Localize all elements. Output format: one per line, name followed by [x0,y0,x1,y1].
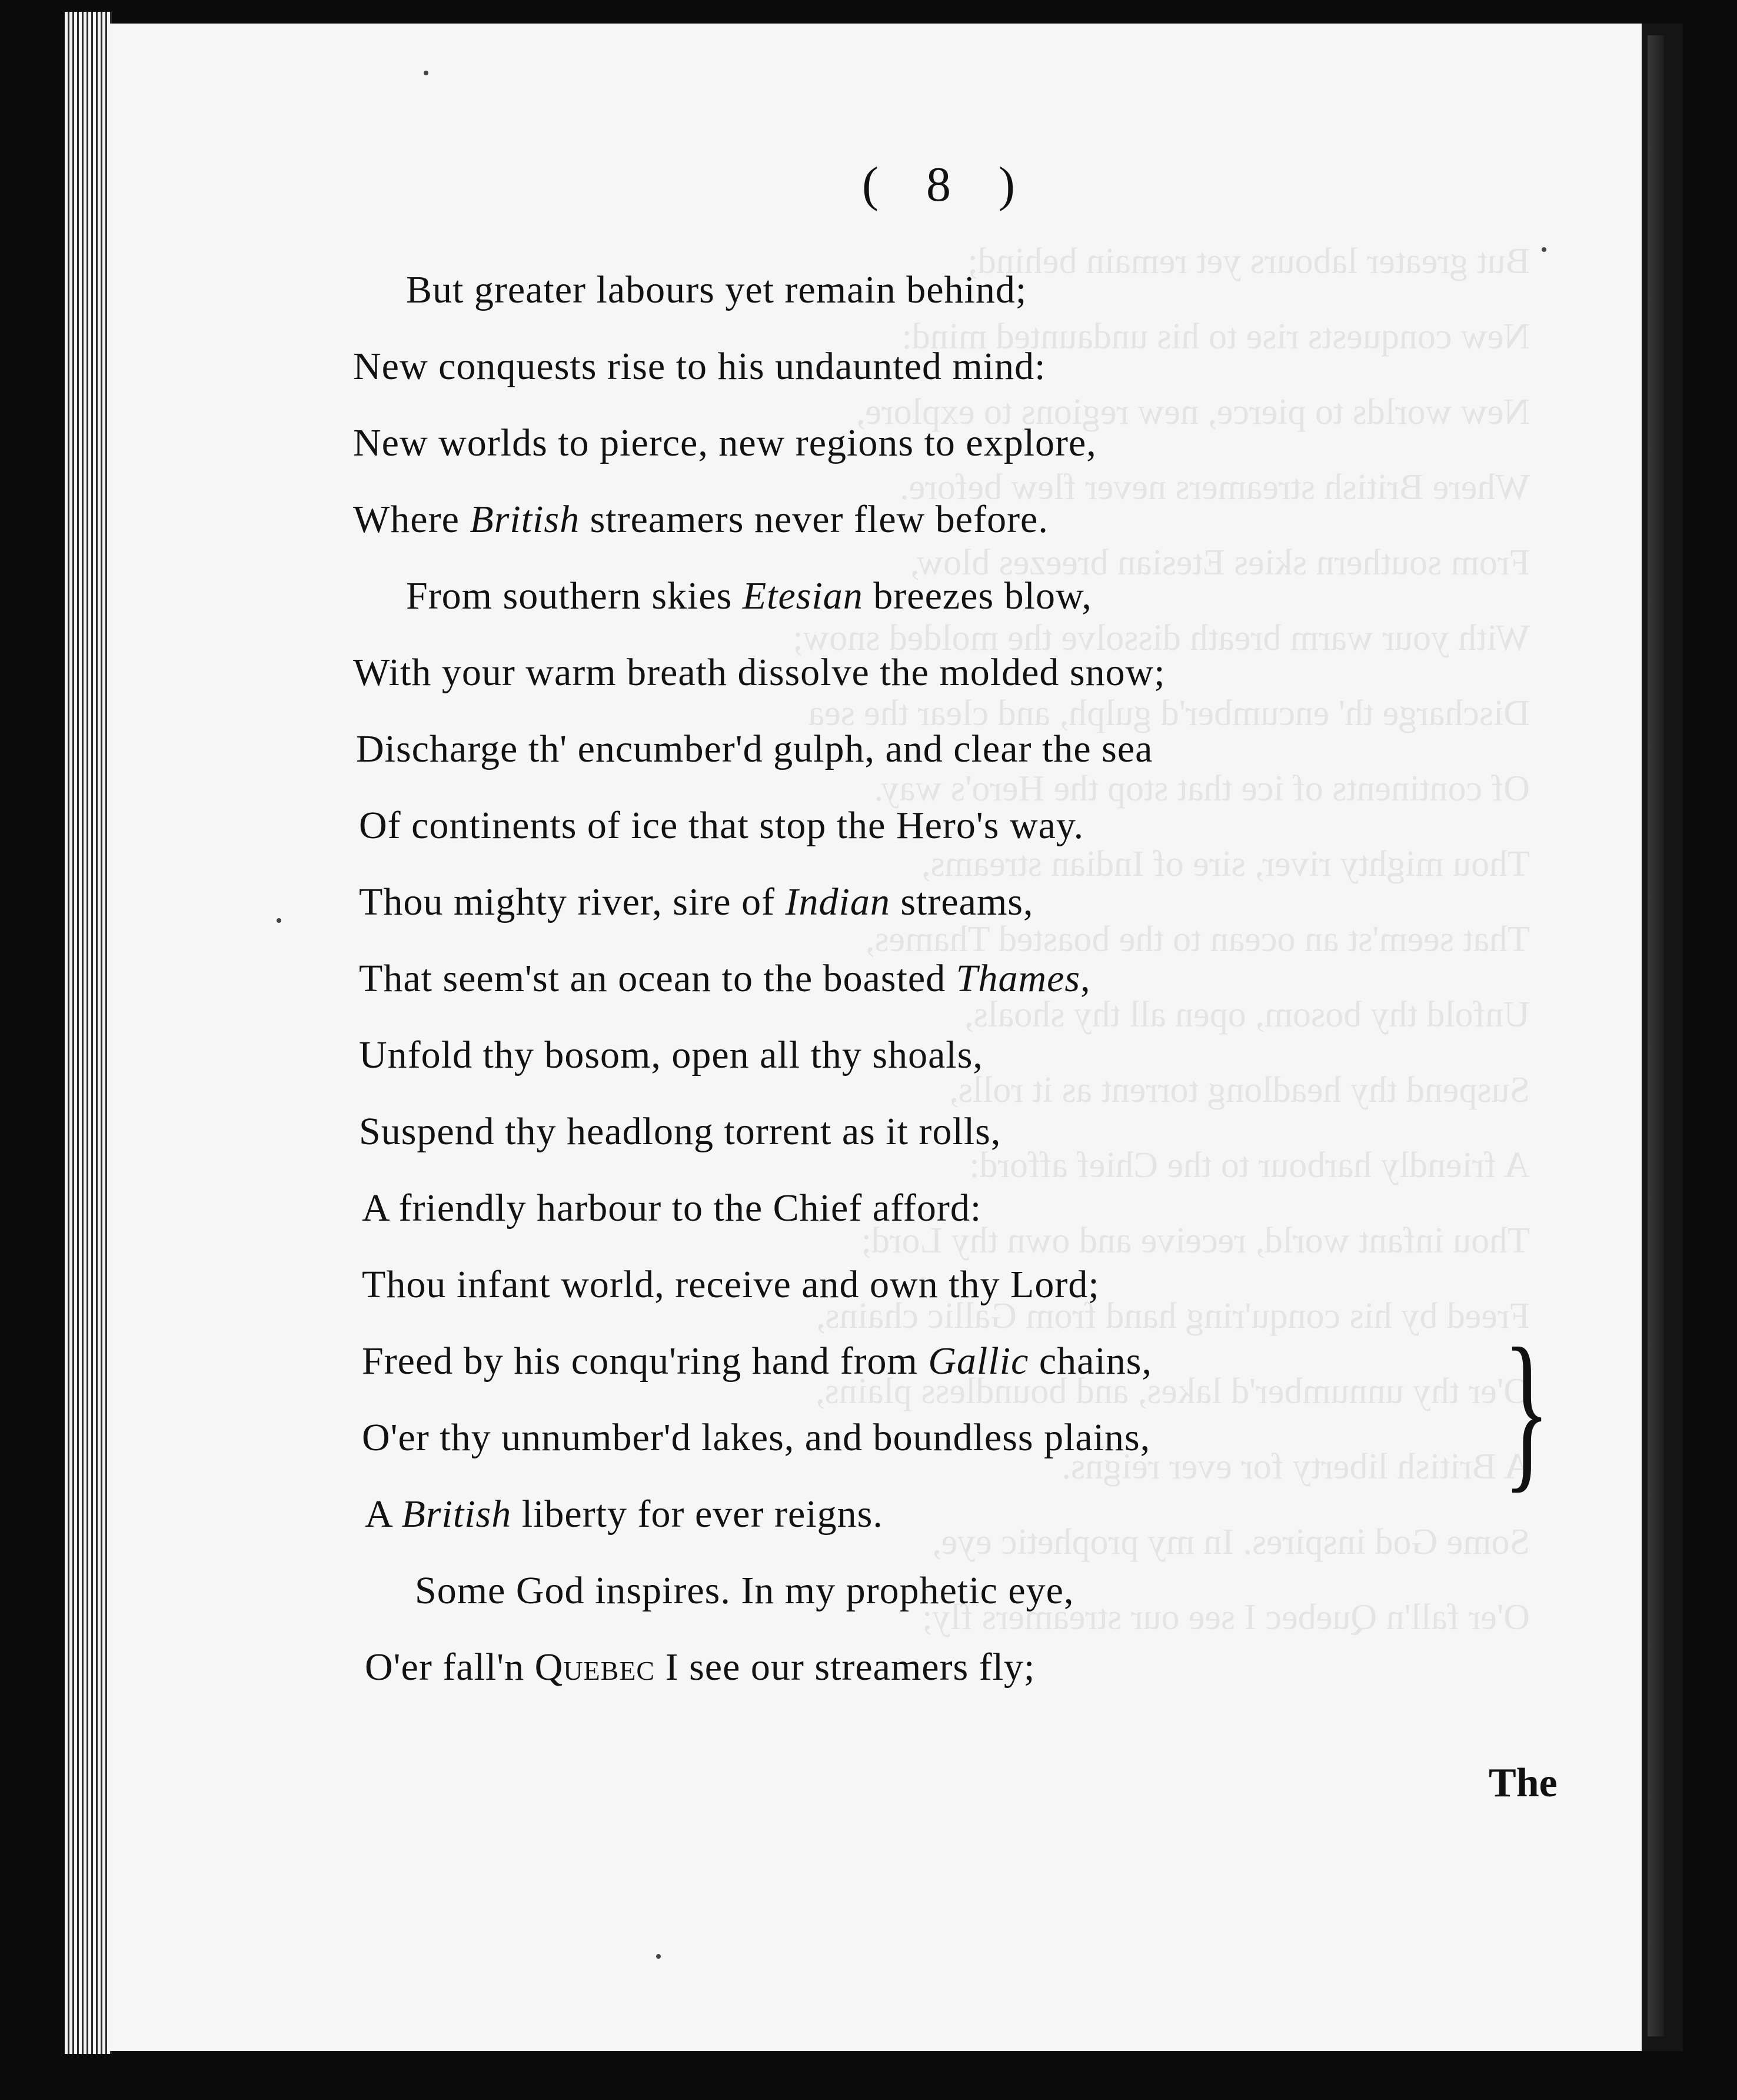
italic-word: Gallic [928,1340,1029,1383]
poem-line [365,1645,1035,1690]
line-text: liberty for ever reigns. [511,1493,883,1536]
page-number: ( 8 ) [862,157,1033,212]
line-text: Freed by his conqu'ring hand from [362,1340,929,1383]
line-text: Suspend thy headlong torrent as it rolls, [359,1110,1001,1153]
poem-line [359,1109,1001,1154]
poem-line [359,803,1084,848]
line-text: New worlds to pierce, new regions to explore, [353,421,1097,464]
ink-speck [1542,247,1546,252]
line-text: Some God inspires. In my prophetic eye, [415,1569,1074,1612]
italic-word: Indian [785,880,890,923]
line-text: streams, [890,880,1034,923]
line-text: But greater labours yet remain behind; [406,268,1027,311]
line-text: O'er fall'n [365,1646,535,1689]
curly-brace-mark: } [1503,1312,1550,1507]
line-text: Thou infant world, receive and own thy Lord; [362,1263,1100,1306]
poem-line [365,1492,883,1537]
line-text: A [365,1493,402,1536]
line-text: Unfold thy bosom, open all thy shoals, [359,1034,983,1076]
poem-line [362,1415,1150,1460]
ink-speck [424,71,428,75]
italic-word: Etesian [742,574,863,617]
poem-line [406,574,1092,619]
poem-line [353,344,1046,389]
line-text: Where [353,498,470,541]
italic-word: British [470,498,580,541]
line-text: With your warm breath dissolve the molded snow; [353,651,1166,694]
line-text: A friendly harbour to the Chief afford: [362,1187,982,1230]
line-text: streamers never flew before. [580,498,1049,541]
line-text: New conquests rise to his undaunted mind: [353,345,1046,388]
poem-line [359,880,1033,925]
poem-line [362,1262,1100,1307]
poem-line [415,1569,1074,1613]
poem-line [353,421,1097,466]
line-text: Of continents of ice that stop the Hero's way. [359,804,1084,847]
line-text: From southern skies [406,574,743,617]
small-caps-word: Quebec [534,1646,655,1689]
line-text: , [1080,957,1091,1000]
line-text: Thou mighty river, sire of [359,880,786,923]
poem-line [353,497,1049,542]
poem-line [406,268,1027,313]
line-text: chains, [1029,1340,1152,1383]
ink-speck [277,918,281,923]
line-text: O'er thy unnumber'd lakes, and boundless plains, [362,1416,1151,1459]
line-text: breezes blow, [863,574,1092,617]
poem-line [362,1339,1152,1384]
poem-line [356,727,1153,772]
poem-line [359,956,1091,1001]
poem-line [359,1033,983,1078]
italic-word: British [401,1493,512,1536]
poem-line [353,650,1166,695]
catchword: The [1489,1760,1558,1806]
ink-speck [656,1954,661,1959]
line-text: That seem'st an ocean to the boasted [359,957,956,1000]
line-text: I see our streamers fly; [655,1646,1036,1689]
italic-word: Thames [956,957,1081,1000]
poem-line [362,1186,981,1231]
line-text: Discharge th' encumber'd gulph, and clear the sea [356,727,1153,770]
